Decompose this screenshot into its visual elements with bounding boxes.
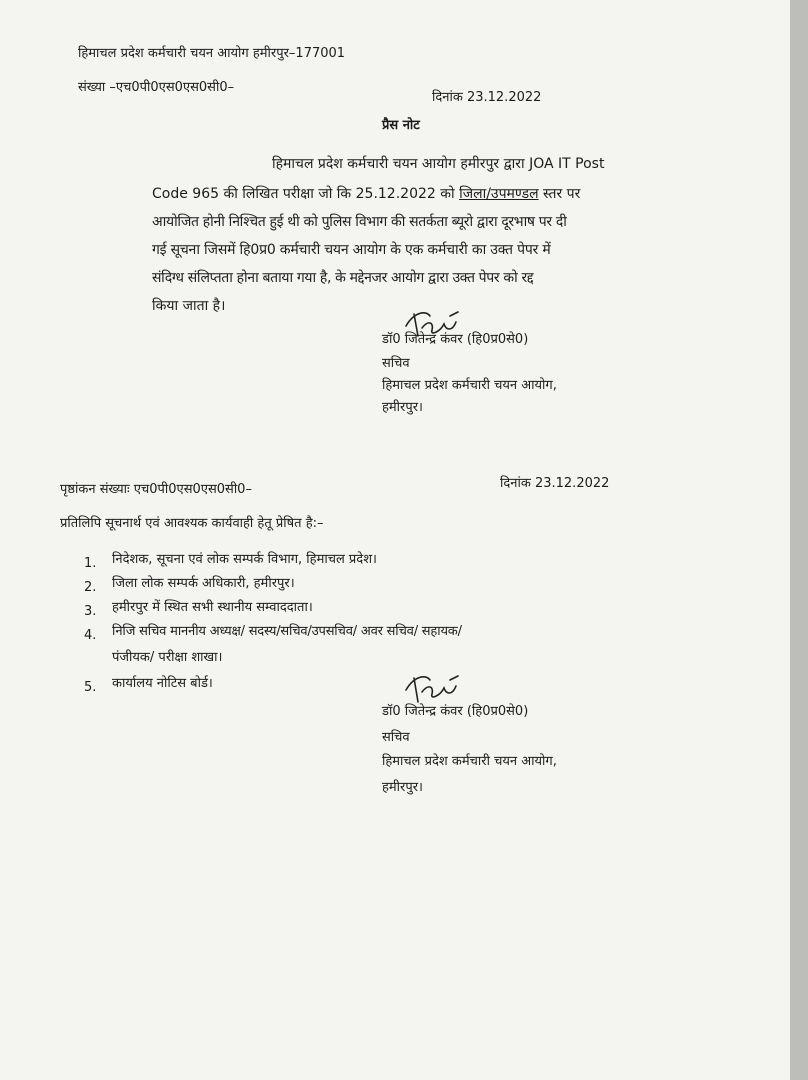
endorsement-intro: प्रतिलिपि सूचनार्थ एवं आवश्यक कार्यवाही हेतू प्रेषित है:– xyxy=(60,516,324,531)
list-item-number: 5. xyxy=(84,680,97,695)
list-item-number: 1. xyxy=(84,556,97,571)
list-item-number: 3. xyxy=(84,604,97,619)
body-line: किया जाता है। xyxy=(152,298,226,314)
underlined-text: जिला/उपमण्डल xyxy=(459,186,539,202)
signatory-name: डॉ0 जितेन्द्र कंवर (हि0प्र0से0) xyxy=(382,332,529,347)
list-item: निदेशक, सूचना एवं लोक सम्पर्क विभाग, हिमाचल प्रदेश। xyxy=(112,552,377,567)
body-line: संदिग्ध संलिप्तता होना बताया गया है, के मद्देनजर आयोग द्वारा उक्त पेपर को रद्द xyxy=(152,270,534,286)
list-item-number: 2. xyxy=(84,580,97,595)
reference-number: संख्या –एच0पी0एस0एस0सी0– xyxy=(78,80,235,95)
signatory-designation: सचिव xyxy=(382,356,410,371)
list-item: कार्यालय नोटिस बोर्ड। xyxy=(112,676,213,691)
signatory-place: हमीरपुर। xyxy=(382,400,423,415)
signatory-organization: हिमाचल प्रदेश कर्मचारी चयन आयोग, xyxy=(382,754,557,769)
issue-date: दिनांक 23.12.2022 xyxy=(432,90,542,105)
signatory-designation: सचिव xyxy=(382,730,410,745)
signatory-organization: हिमाचल प्रदेश कर्मचारी चयन आयोग, xyxy=(382,378,557,393)
document-title: प्रैस नोट xyxy=(382,118,420,133)
organization-address: हिमाचल प्रदेश कर्मचारी चयन आयोग हमीरपुर–177001 xyxy=(78,46,346,61)
body-line: Code 965 की लिखित परीक्षा जो कि 25.12.2022 को जिला/उपमण्डल स्तर पर xyxy=(152,186,581,202)
endorsement-reference: पृष्ठांकन संख्याः एच0पी0एस0एस0सी0– xyxy=(60,482,252,497)
list-item-number: 4. xyxy=(84,628,97,643)
signatory-place: हमीरपुर। xyxy=(382,780,423,795)
endorsement-date: दिनांक 23.12.2022 xyxy=(500,476,610,491)
body-line: गई सूचना जिसमें हि0प्र0 कर्मचारी चयन आयोग के एक कर्मचारी का उक्त पेपर में xyxy=(152,242,551,258)
list-item: जिला लोक सम्पर्क अधिकारी, हमीरपुर। xyxy=(112,576,295,591)
page-edge xyxy=(790,0,808,1080)
list-item: निजि सचिव माननीय अध्यक्ष/ सदस्य/सचिव/उपसचिव/ अवर सचिव/ सहायक/ xyxy=(112,624,462,639)
body-line: आयोजित होनी निश्चित हुई थी को पुलिस विभाग की सतर्कता ब्यूरो द्वारा दूरभाष पर दी xyxy=(152,214,567,230)
body-line: हिमाचल प्रदेश कर्मचारी चयन आयोग हमीरपुर द्वारा JOA IT Post xyxy=(272,156,605,172)
signatory-name: डॉ0 जितेन्द्र कंवर (हि0प्र0से0) xyxy=(382,704,529,719)
list-item-continuation: पंजीयक/ परीक्षा शाखा। xyxy=(112,650,223,665)
list-item: हमीरपुर में स्थित सभी स्थानीय सम्वाददाता। xyxy=(112,600,313,615)
handwritten-signature xyxy=(402,668,472,706)
